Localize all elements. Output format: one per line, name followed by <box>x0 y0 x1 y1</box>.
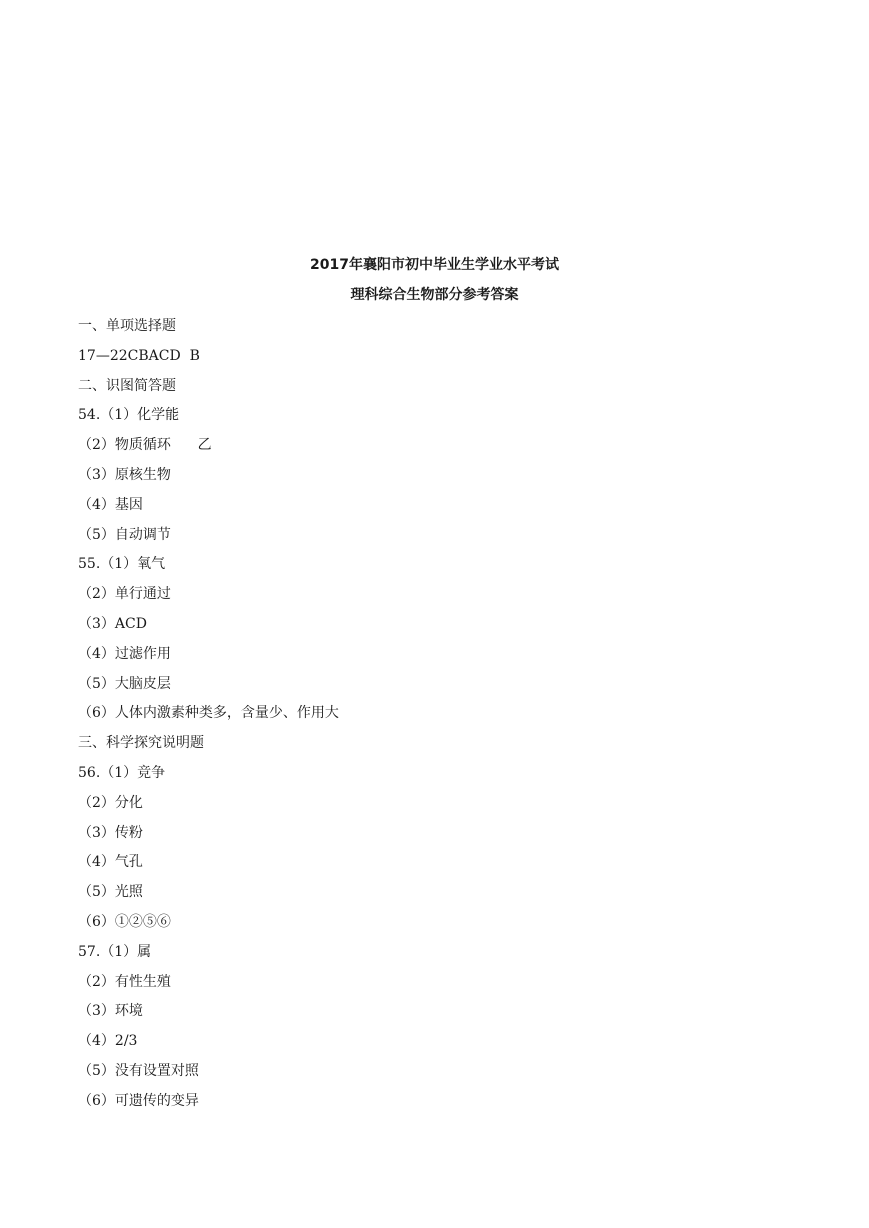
answer-list <box>78 312 818 1117</box>
answer-line: （2）分化 <box>78 794 143 811</box>
document-title: 2017年襄阳市初中毕业生学业水平考试 <box>310 257 559 273</box>
answer-line: （5）大脑皮层 <box>78 675 171 692</box>
answer-line: （5）没有设置对照 <box>78 1062 199 1079</box>
answer-line: （4）过滤作用 <box>78 645 171 662</box>
answer-line: 56.（1）竞争 <box>78 764 166 781</box>
answer-line: （2）单行通过 <box>78 586 171 603</box>
answer-line: （6）人体内激素种类多，含量少、作用大 <box>78 705 339 722</box>
section-heading-choice: 一、单项选择题 <box>78 318 176 334</box>
answer-line: 17—22CBACD B <box>78 347 200 364</box>
answer-line: （6）①②⑤⑥ <box>78 913 171 930</box>
document-subtitle: 理科综合生物部分参考答案 <box>350 287 519 303</box>
section-heading-inquiry: 三、科学探究说明题 <box>78 735 204 752</box>
answer-line: （4）基因 <box>78 496 143 513</box>
answer-line: （5）自动调节 <box>78 526 171 543</box>
answer-line: 54.（1）化学能 <box>78 407 180 424</box>
answer-line: 57.（1）属 <box>78 943 152 960</box>
answer-line: （3）传粉 <box>78 824 143 841</box>
answer-line: （4）2/3 <box>78 1033 138 1050</box>
answer-line: （4）气孔 <box>78 854 143 871</box>
section-heading-diagram: 二、识图简答题 <box>78 377 176 394</box>
answer-line: （6）可遗传的变异 <box>78 1092 199 1109</box>
answer-line: （5）光照 <box>78 884 143 901</box>
answer-line: （2）有性生殖 <box>78 973 171 990</box>
answer-line: （3）ACD <box>78 615 147 632</box>
answer-line: （2）物质循环 乙 <box>78 437 212 454</box>
answer-line: （3）环境 <box>78 1003 143 1020</box>
answer-line: （3）原核生物 <box>78 466 171 483</box>
answer-line: 55.（1）氧气 <box>78 556 166 573</box>
